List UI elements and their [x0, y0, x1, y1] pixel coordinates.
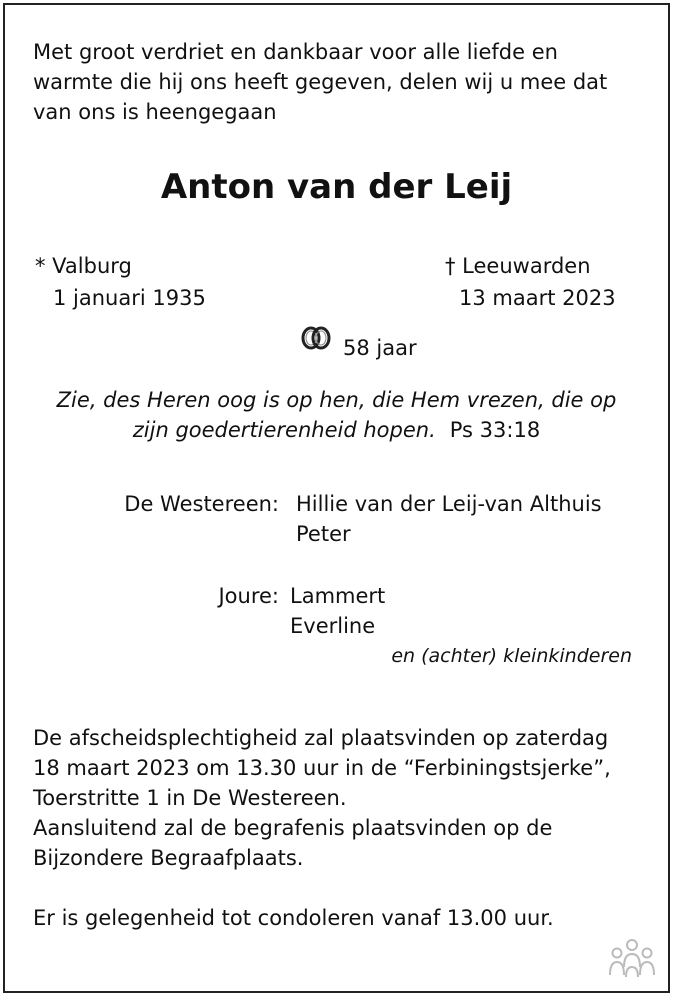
family-member-name: Everline — [290, 614, 376, 638]
intro-line: Met groot verdriet en dankbaar voor alle liefde en — [33, 40, 558, 64]
marriage-years: 58 jaar — [343, 336, 417, 360]
people-group-icon — [608, 937, 656, 981]
grandchildren-line: en (achter) kleinkinderen — [391, 645, 632, 667]
intro-line: warmte die hij ons heeft gegeven, delen wij u mee dat — [33, 70, 608, 94]
family-names — [296, 489, 602, 549]
service-line: Aansluitend zal de begrafenis plaatsvinden op de — [33, 816, 553, 840]
verse-line-2 — [5, 415, 668, 445]
wedding-rings-icon — [299, 325, 333, 351]
bible-verse — [5, 385, 668, 445]
family-place-label: De Westereen: — [124, 492, 279, 516]
family-member-name: Lammert — [290, 584, 386, 608]
family-member-name: Peter — [296, 522, 351, 546]
death-date: 13 maart 2023 — [459, 286, 616, 310]
condolence-note: Er is gelegenheid tot condoleren vanaf 13.00 uur. — [33, 906, 554, 930]
service-details — [33, 723, 611, 873]
family-place-label: Joure: — [218, 584, 279, 608]
death-place: † Leeuwarden — [445, 254, 591, 278]
intro-text — [33, 37, 643, 127]
family-member-name: Hillie van der Leij-van Althuis — [296, 492, 602, 516]
service-line: De afscheidsplechtigheid zal plaatsvinden op zaterdag — [33, 726, 609, 750]
obituary-card — [3, 3, 670, 993]
service-line: Bijzondere Begraafplaats. — [33, 846, 304, 870]
deceased-name: Anton van der Leij — [160, 167, 513, 207]
birth-place: * Valburg — [35, 254, 132, 278]
intro-line: van ons is heengegaan — [33, 100, 277, 124]
service-line: 18 maart 2023 om 13.30 uur in de “Ferbiningstsjerke”, — [33, 756, 611, 780]
verse-reference: Ps 33:18 — [449, 418, 541, 442]
birth-date: 1 januari 1935 — [53, 286, 206, 310]
service-line: Toerstritte 1 in De Westereen. — [33, 786, 347, 810]
verse-line-1: Zie, des Heren oog is op hen, die Hem vrezen, die op — [56, 388, 617, 412]
family-names — [290, 581, 385, 641]
verse-line-2-text: zijn goedertierenheid hopen. — [132, 418, 436, 442]
